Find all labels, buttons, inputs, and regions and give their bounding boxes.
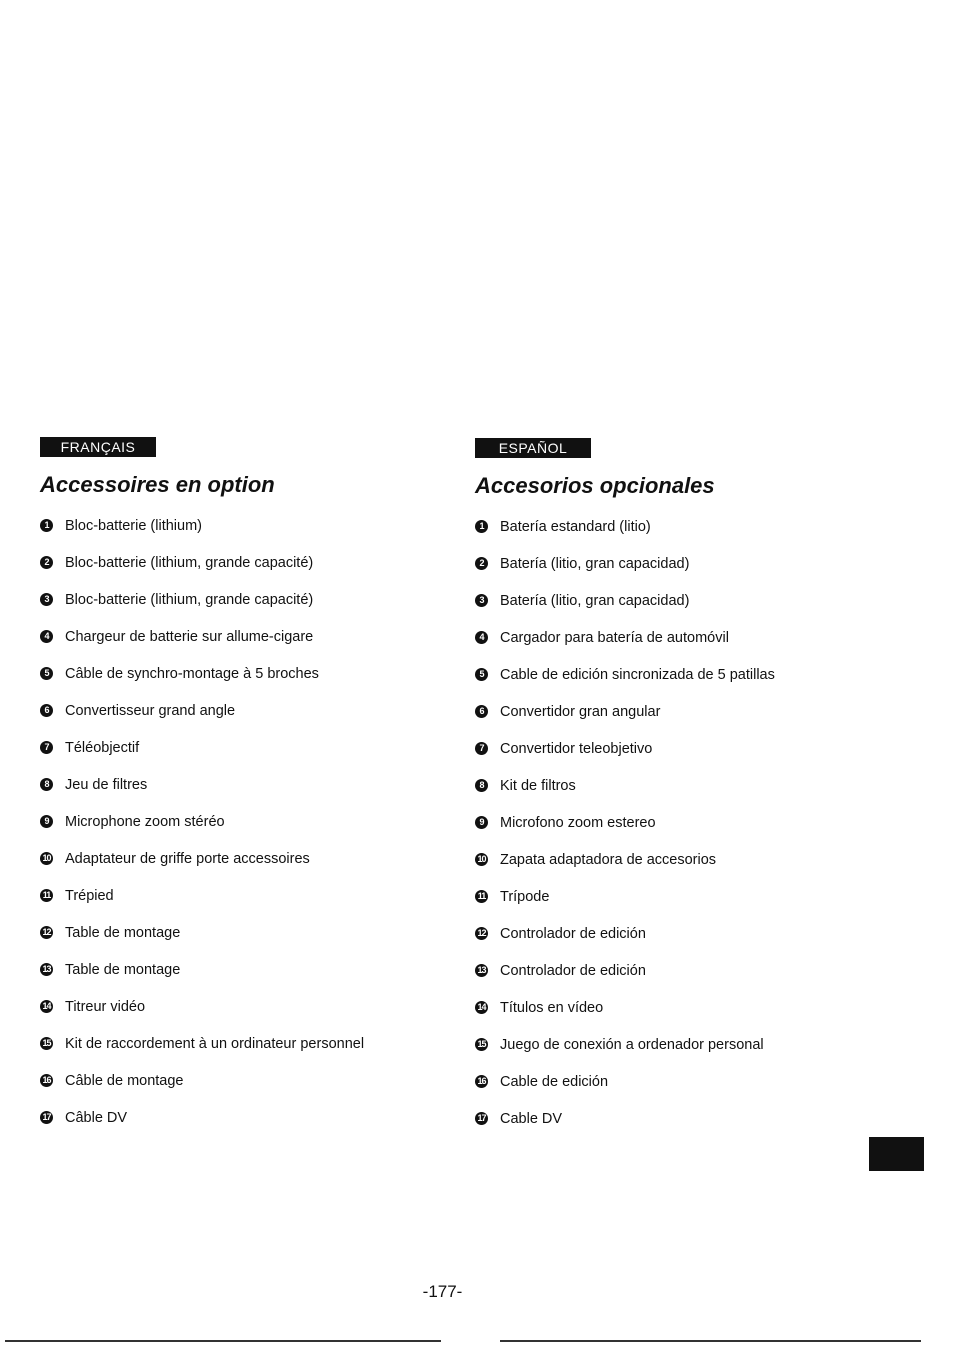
- list-item: [475, 628, 895, 665]
- number-circle-icon: 5: [40, 667, 53, 680]
- item-label: Controlador de edición: [500, 963, 646, 979]
- number-circle-icon: 6: [475, 705, 488, 718]
- list-item: [40, 886, 460, 923]
- number-circle-icon: 11: [475, 890, 488, 903]
- number-circle-icon: 6: [40, 704, 53, 717]
- number-circle-icon: 4: [40, 630, 53, 643]
- item-label: Bloc-batterie (lithium): [65, 518, 202, 534]
- number-circle-icon: 8: [475, 779, 488, 792]
- list-item: [40, 923, 460, 960]
- item-label: Batería (litio, gran capacidad): [500, 593, 690, 609]
- item-label: Microfono zoom estereo: [500, 815, 656, 831]
- number-circle-icon: 1: [475, 520, 488, 533]
- list-item: [40, 1108, 460, 1145]
- list-item: [40, 590, 460, 627]
- item-label: Batería estandard (litio): [500, 519, 651, 535]
- item-label: Convertidor teleobjetivo: [500, 741, 653, 757]
- number-circle-icon: 15: [40, 1037, 53, 1050]
- footer-rule-left: [5, 1340, 441, 1342]
- number-circle-icon: 5: [475, 668, 488, 681]
- item-label: Cargador para batería de automóvil: [500, 630, 729, 646]
- item-label: Trípode: [500, 889, 550, 905]
- list-item: [40, 553, 460, 590]
- section-title-espanol: Accesorios opcionales: [475, 473, 715, 498]
- item-label: Câble de synchro-montage à 5 broches: [65, 666, 319, 682]
- item-label: Títulos en vídeo: [500, 1000, 604, 1016]
- item-label: Kit de raccordement à un ordinateur personnel: [65, 1036, 365, 1052]
- list-item: [40, 960, 460, 997]
- list-item: [40, 701, 460, 738]
- number-circle-icon: 17: [40, 1111, 53, 1124]
- number-circle-icon: 16: [475, 1075, 488, 1088]
- list-item: [40, 775, 460, 812]
- item-label: Téléobjectif: [65, 740, 140, 756]
- list-item: [40, 849, 460, 886]
- number-circle-icon: 8: [40, 778, 53, 791]
- item-label: Trépied: [65, 888, 114, 904]
- number-circle-icon: 7: [475, 742, 488, 755]
- francais-section: [40, 437, 460, 1145]
- list-item: [475, 517, 895, 554]
- list-item: [40, 812, 460, 849]
- number-circle-icon: 7: [40, 741, 53, 754]
- list-item: [40, 627, 460, 664]
- footer-rule-right: [500, 1340, 921, 1342]
- list-item: [475, 1035, 895, 1072]
- list-item: [40, 997, 460, 1034]
- item-label: Juego de conexión a ordenador personal: [500, 1037, 764, 1053]
- item-label: Câble DV: [65, 1110, 128, 1126]
- number-circle-icon: 2: [40, 556, 53, 569]
- item-label: Kit de filtros: [500, 778, 576, 794]
- list-item: [40, 664, 460, 701]
- number-circle-icon: 9: [475, 816, 488, 829]
- item-label: Microphone zoom stéréo: [65, 814, 225, 830]
- list-item: [475, 887, 895, 924]
- list-item: [475, 591, 895, 628]
- item-label: Cable DV: [500, 1111, 563, 1127]
- list-item: [475, 1109, 895, 1146]
- item-label: Titreur vidéo: [65, 999, 146, 1015]
- number-circle-icon: 3: [40, 593, 53, 606]
- number-circle-icon: 16: [40, 1074, 53, 1087]
- accessory-list-espanol: [475, 517, 895, 1146]
- item-label: Table de montage: [65, 962, 181, 978]
- list-item: [475, 850, 895, 887]
- item-label: Bloc-batterie (lithium, grande capacité): [65, 555, 314, 571]
- number-circle-icon: 17: [475, 1112, 488, 1125]
- list-item: [475, 961, 895, 998]
- accessory-list-francais: [40, 516, 460, 1145]
- item-label: Table de montage: [65, 925, 181, 941]
- item-label: Chargeur de batterie sur allume-cigare: [65, 629, 314, 645]
- item-label: Jeu de filtres: [65, 777, 148, 793]
- item-label: Convertidor gran angular: [500, 704, 661, 720]
- number-circle-icon: 14: [475, 1001, 488, 1014]
- number-circle-icon: 2: [475, 557, 488, 570]
- list-item: [475, 702, 895, 739]
- number-circle-icon: 13: [475, 964, 488, 977]
- list-item: [40, 738, 460, 775]
- list-item: [475, 665, 895, 702]
- number-circle-icon: 13: [40, 963, 53, 976]
- number-circle-icon: 12: [475, 927, 488, 940]
- number-circle-icon: 14: [40, 1000, 53, 1013]
- item-label: Bloc-batterie (lithium, grande capacité): [65, 592, 314, 608]
- item-label: Batería (litio, gran capacidad): [500, 556, 690, 572]
- list-item: [475, 1072, 895, 1109]
- language-badge-espanol: ESPAÑOL: [475, 438, 591, 458]
- number-circle-icon: 10: [475, 853, 488, 866]
- number-circle-icon: 9: [40, 815, 53, 828]
- item-label: Convertisseur grand angle: [65, 703, 236, 719]
- page-number: -177-: [422, 1282, 463, 1301]
- list-item: [40, 1034, 460, 1071]
- item-label: Zapata adaptadora de accesorios: [500, 852, 717, 868]
- list-item: [475, 813, 895, 850]
- section-title-francais: Accessoires en option: [40, 472, 275, 497]
- list-item: [40, 516, 460, 553]
- number-circle-icon: 1: [40, 519, 53, 532]
- number-circle-icon: 15: [475, 1038, 488, 1051]
- list-item: [475, 554, 895, 591]
- language-badge-francais: FRANÇAIS: [40, 437, 156, 457]
- item-label: Câble de montage: [65, 1073, 184, 1089]
- thumb-index-tab: [869, 1137, 924, 1171]
- list-item: [475, 924, 895, 961]
- item-label: Cable de edición sincronizada de 5 patillas: [500, 667, 775, 683]
- item-label: Cable de edición: [500, 1074, 609, 1090]
- espanol-section: [475, 437, 895, 1146]
- number-circle-icon: 10: [40, 852, 53, 865]
- list-item: [475, 739, 895, 776]
- list-item: [475, 776, 895, 813]
- number-circle-icon: 12: [40, 926, 53, 939]
- number-circle-icon: 4: [475, 631, 488, 644]
- list-item: [40, 1071, 460, 1108]
- number-circle-icon: 11: [40, 889, 53, 902]
- list-item: [475, 998, 895, 1035]
- number-circle-icon: 3: [475, 594, 488, 607]
- item-label: Controlador de edición: [500, 926, 646, 942]
- item-label: Adaptateur de griffe porte accessoires: [65, 851, 310, 867]
